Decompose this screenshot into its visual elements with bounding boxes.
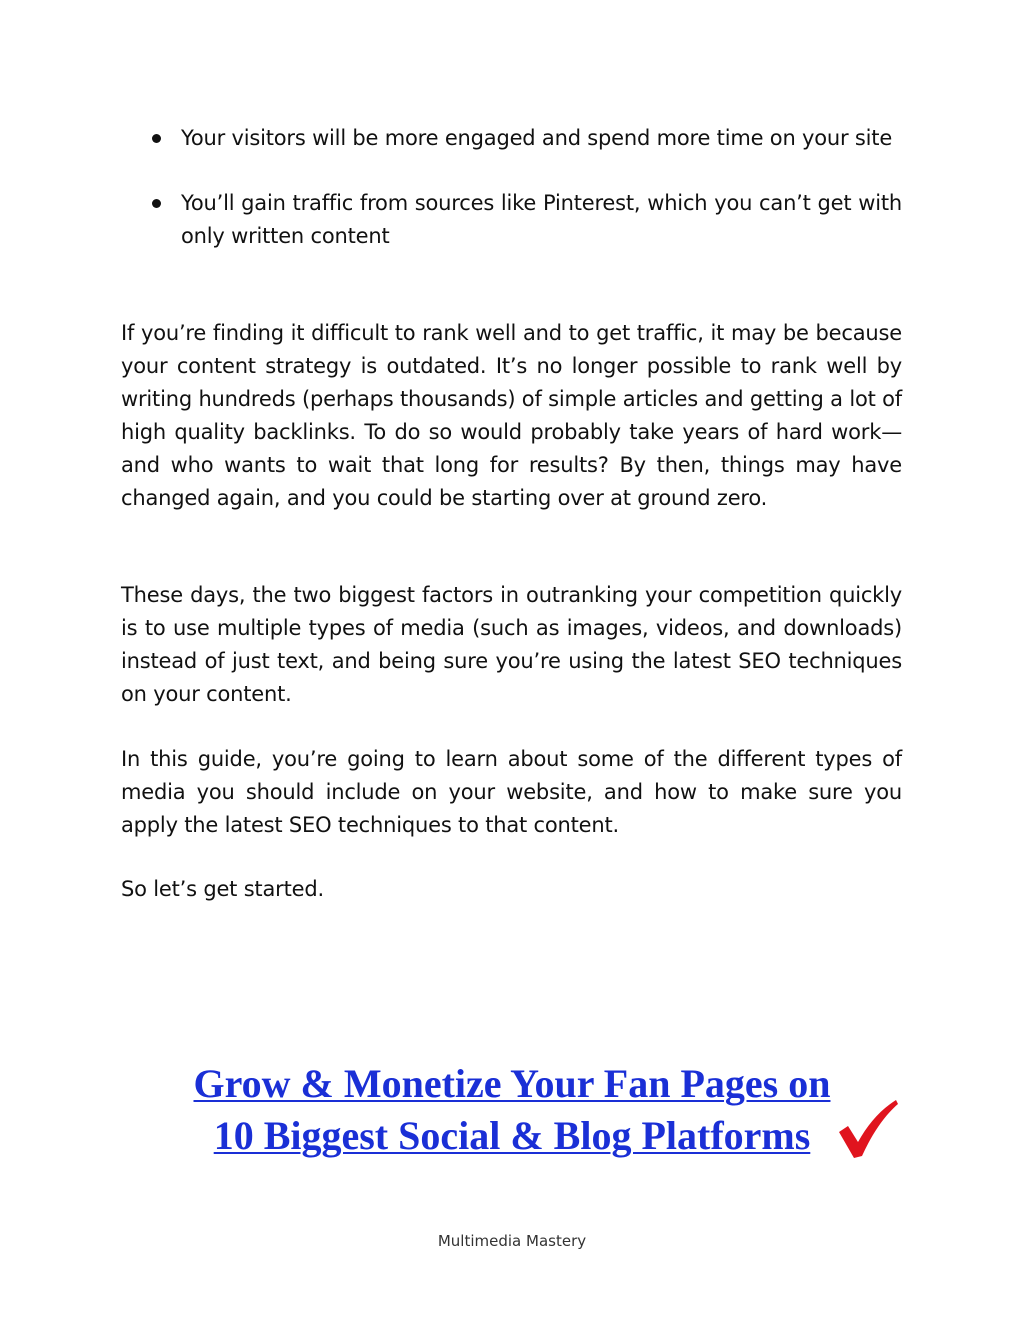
- list-item: [150, 122, 902, 155]
- bullet-list: [150, 122, 902, 285]
- page-footer: Multimedia Mastery: [437, 1232, 587, 1250]
- paragraph-guide-intro: In this guide, you’re going to learn about some of the different types of media you should include on your website, and how to make sure you apply the latest SEO techniques to that content.: [121, 747, 902, 837]
- checkmark-icon: [836, 1098, 900, 1160]
- promo-link-line-2[interactable]: 10 Biggest Social & Blog Platforms: [213, 1113, 811, 1158]
- paragraph-get-started: So let’s get started.: [121, 877, 324, 901]
- promo-link-line-1[interactable]: Grow & Monetize Your Fan Pages on: [193, 1061, 831, 1106]
- paragraph-ranking-factors: These days, the two biggest factors in outranking your competition quickly is to use multiple types of media (such as images, videos, and downloads) instead of just text, and being sure you’re using the latest SEO techniques on your content.: [121, 583, 902, 706]
- bullet-text: You’ll gain traffic from sources like Pinterest, which you can’t get with only written content: [181, 191, 902, 248]
- bullet-text: Your visitors will be more engaged and spend more time on your site: [181, 126, 893, 150]
- bullet-icon: [152, 199, 161, 208]
- bullet-icon: [152, 134, 161, 143]
- paragraph-content-strategy: If you’re finding it difficult to rank well and to get traffic, it may be because your content strategy is outdated. It’s no longer possible to rank well by writing hundreds (perhaps thousands) of simple articles and getting a lot of high quality backlinks. To do so would probably take years of hard work—and who wants to wait that long for results? By then, things may have changed again, and you could be starting over at ground zero.: [121, 321, 902, 510]
- list-item: [150, 187, 902, 253]
